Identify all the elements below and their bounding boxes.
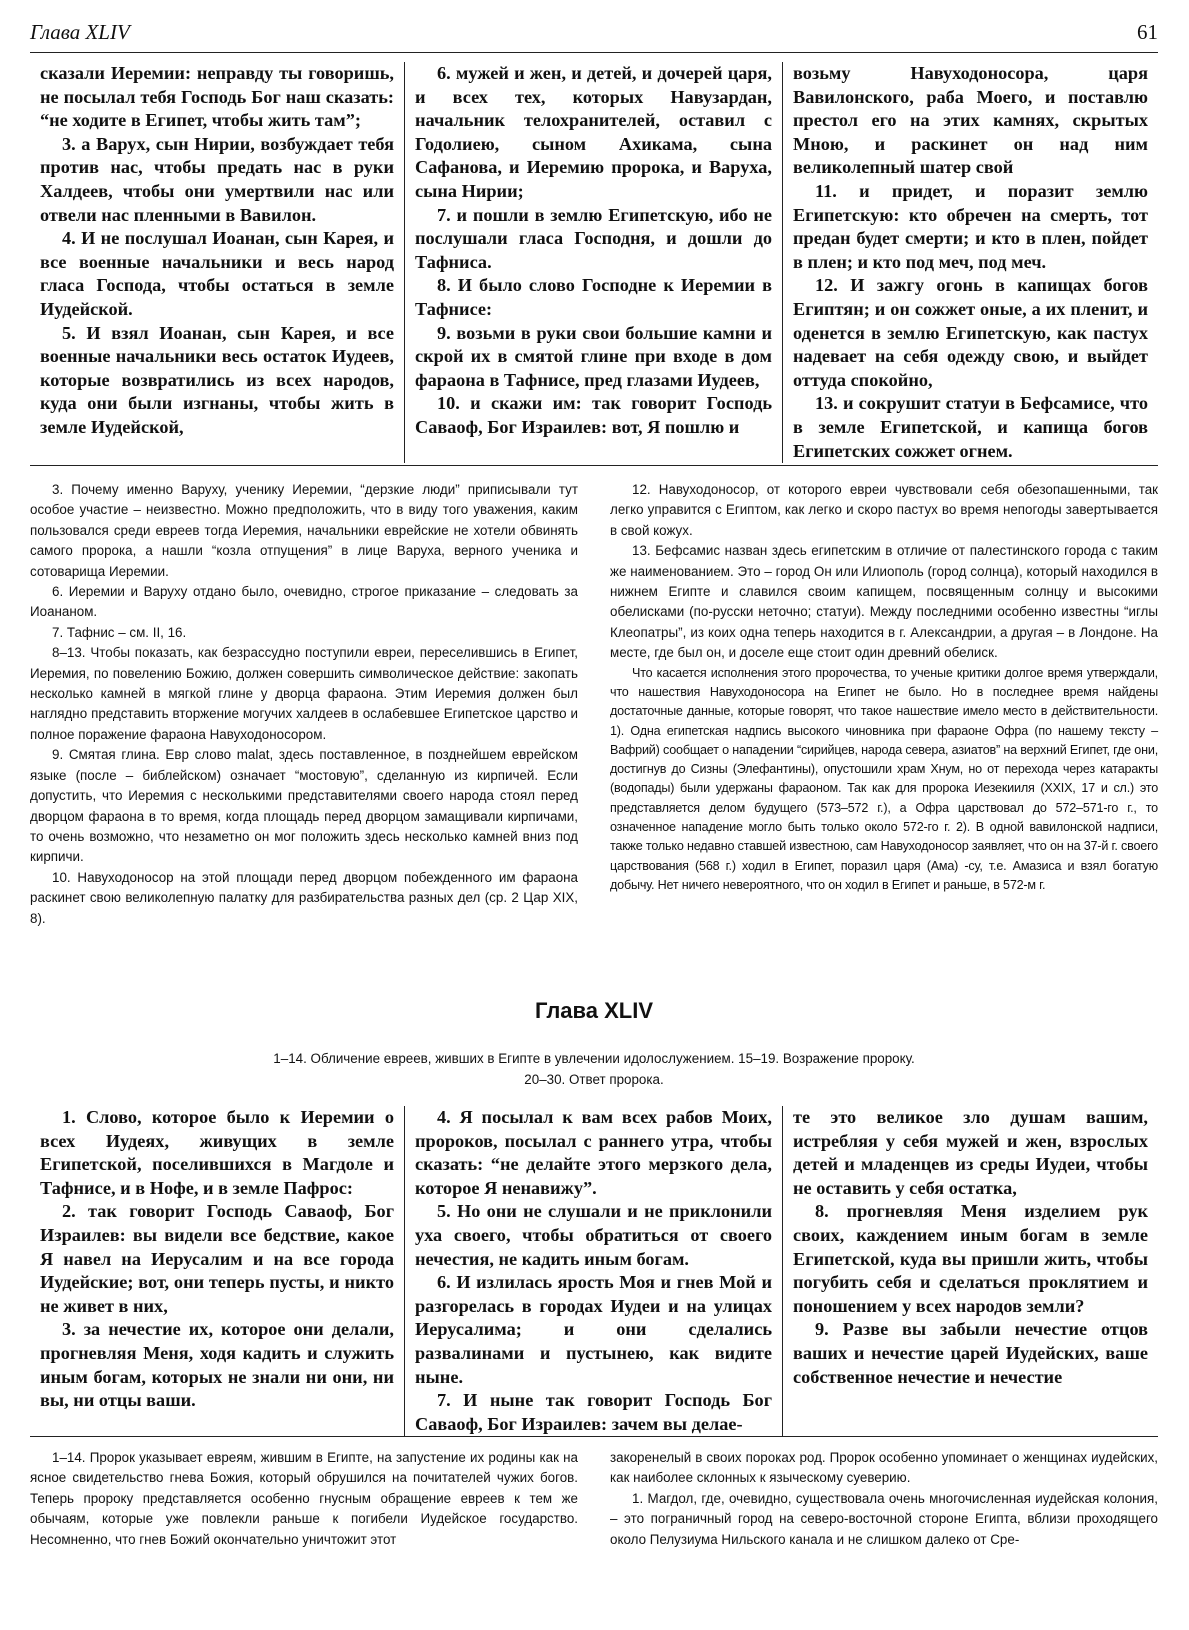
verse-paragraph: 2. так говорит Господь Саваоф, Бог Израилев: вы видели все бедствие, какое Я навел на Иерусалим и на все города Иудейские; вот, они теперь пусты, и никто не живет в них, [40,1201,394,1316]
verse-paragraph: 4. И не послушал Иоанан, сын Карея, и все военные начальники и весь народ гласа Господа, чтобы остаться в земле Иудейской. [40,228,394,319]
commentary-paragraph: 3. Почему именно Варуху, ученику Иеремии, “дерзкие люди” приписывали тут особое участие – неизвестно. Можно предположить, что в виду того уважения, каким пользовался среди евреев тогда Иеремия, начальники еврейские не хотели обвинять самого пророка, а нашли “козла отпущения” в лице Варуха, верного ученика и сотоварища Иеремии. [30,482,578,579]
commentary-paragraph: 10. Навуходоносор на этой площади перед дворцом побежденного им фараона раскинет свою великолепную палатку для разбирательства разных дел (ср. 2 Цар XIX, 8). [30,869,578,926]
scripture-column-3 [782,1106,1158,1436]
verse-paragraph: 1. Слово, которое было к Иеремии о всех Иудеях, живущих в земле Египетской, поселившихся в Магдоле и Тафнисе, и в Нофе, и в земле Пафрос: [40,1107,394,1198]
verse-paragraph: 8. прогневляя Меня изделием рук своих, каждением иным богам в земле Египетской, куда вы пришли жить, чтобы погубить себя и сделаться проклятием и поношением у всех народов земли? [793,1201,1148,1316]
verse-paragraph: 8. И было слово Господне к Иеремии в Тафнисе: [415,275,772,319]
verse-paragraph: 7. И ныне так говорит Господь Бог Саваоф, Бог Израилев: зачем вы делае- [415,1390,772,1434]
scripture-column-1 [30,62,404,463]
commentary-column-right [594,480,1158,929]
commentary-paragraph: 6. Иеремии и Варуху отдано было, очевидно, строгое приказание – следовать за Иоананом. [30,584,578,620]
verse-paragraph: 10. и скажи им: так говорит Господь Саваоф, Бог Израилев: вот, Я пошлю и [415,393,772,437]
page-number: 61 [1137,20,1158,44]
scripture-column-3 [782,62,1158,463]
verse-paragraph: 12. И зажгу огонь в капищах богов Египтян; и он сожжет оные, а их пленит, и оденется в землю Египетскую, как пастух надевает на себя одежду свою, и выйдет оттуда спокойно, [793,275,1148,390]
verse-paragraph: 6. мужей и жен, и детей, и дочерей царя, и всех тех, которых Навузардан, начальник телохранителей, оставил с Годолиею, сыном Ахикама, сына Сафанова, и Иеремию пророка, и Варуха, сына Нирии; [415,63,772,201]
chapter-heading: Глава XLIV [534,998,654,1023]
commentary-paragraph: 1. Магдол, где, очевидно, существовала очень многочисленная иудейская колония, – это пограничный город на северо-восточной стороне Египта, вблизи проходящего около Пелузиума Нильского канала и не слишком далеко от Сре- [610,1490,1158,1547]
commentary-column-left [30,480,594,929]
header-rule [30,52,1158,53]
verse-paragraph: 6. И излилась ярость Моя и гнев Мой и разгорелась в городах Иудеи и на улицах Иерусалима; и они сделались развалинами и пустынею, как видите ныне. [415,1272,772,1387]
commentary-paragraph: 7. Тафнис – см. II, 16. [52,624,187,640]
running-header [30,20,1158,50]
running-chapter-title: Глава XLIV [30,20,130,44]
commentary-columns-top [30,480,1158,929]
chapter-summary-line: 20–30. Ответ пророка. [524,1072,664,1087]
verse-paragraph: 3. за нечестие их, которое они делали, прогневляя Меня, ходя кадить и служить иным богам, которых не знали ни они, ни вы, ни отцы ваши. [40,1319,394,1411]
verse-paragraph: 13. и сокрушит статуи в Бефсамисе, что в земле Египетской, и капища богов Египетских сожжет огнем. [793,393,1148,461]
verse-paragraph: 9. Разве вы забыли нечестие отцов ваших и нечестие царей Иудейских, ваше собственное нечестие и нечестие [793,1319,1148,1387]
verse-paragraph: 5. Но они не слушали и не приклонили уха своего, чтобы обратиться от своего нечестия, не кадить иным богам. [415,1201,772,1269]
section-rule [30,1436,1158,1437]
commentary-paragraph: закоренелый в своих пороках род. Пророк особенно упоминает о женщинах иудейских, как наиболее склонных к языческому суеверию. [610,1450,1158,1486]
commentary-paragraph: 8–13. Чтобы показать, как безрассудно поступили евреи, переселившись в Египет, Иеремия, по повелению Божию, должен совершить символическое действие: закопать несколько камней в мягкой глине у дворца фараона. Этим Иеремия должен был наглядно представить вторжение могучих халдеев в ослабевшее Египетское царство и полное поражение фараона Навуходоносором. [30,645,578,742]
verse-paragraph: 7. и пошли в землю Египетскую, ибо не послушали гласа Господня, и дошли до Тафниса. [415,204,772,272]
commentary-column-left [30,1448,594,1550]
commentary-paragraph: 9. Смятая глина. Евр слово malat, здесь поставленное, в позднейшем еврейском языке (после – библейском) означает “мостовую”, сделанную из кирпичей. Если допустить, что Иеремия с несколькими представителями своего народа стоял перед дворцом фараона в то время, когда площадь перед дворцом замащивали кирпичами, то очень возможно, что незаметно он мог положить здесь несколько камней вниз под кирпичи. [30,747,578,865]
commentary-paragraph: 12. Навуходоносор, от которого евреи чувствовали себя обезопашенными, так легко управится с Египтом, как легко и скоро пастух во время непогоды завертывается в свой кожух. [610,482,1158,538]
verse-paragraph: 5. И взял Иоанан, сын Карея, и все военные начальники весь остаток Иудеев, которые возвратились из всех народов, куда они были изгнаны, чтобы жить в земле Иудейской, [40,322,394,437]
verse-paragraph: 9. возьми в руки свои большие камни и скрой их в смятой глине при входе в дом фараона в Тафнисе, пред глазами Иудеев, [415,322,772,390]
commentary-columns-bottom [30,1448,1158,1550]
scripture-columns-top [30,62,1158,463]
section-rule [30,465,1158,466]
verse-paragraph: 3. а Варух, сын Нирии, возбуждает тебя против нас, чтобы предать нас в руки Халдеев, чтобы они умертвили нас или отвели нас пленными в Вавилон. [40,133,394,225]
scripture-column-2 [404,1106,782,1436]
chapter-summary [30,1048,1158,1090]
verse-paragraph: сказали Иеремии: неправду ты говоришь, не посылал тебя Господь Бог наш сказать: “не ходите в Египет, чтобы жить там”; [40,63,394,131]
scripture-column-1 [30,1106,404,1436]
commentary-paragraph: 13. Бефсамис назван здесь египетским в отличие от палестинского города с таким же наименованием. Это – город Он или Илиополь (город солнца), который находился в нижнем Египте и славился своим капищем, посвященным солнцу и высокими обелисками (по-русски неточно; статуи). Между последними особенно известны “иглы Клеопатры”, из коих одна теперь находится в г. Александрии, а другая – в Лондоне. На месте, где был он, и доселе еще стоит один древний обелиск. [610,543,1158,661]
commentary-paragraph: 1–14. Пророк указывает евреям, жившим в Египте, на запустение их родины как на ясное свидетельство гнева Божия, который обрушился на почитателей чужих богов. Теперь пророку представляется особенно гнусным обращение евреев к тем же обычаям, которые уже повлекли раньше к погибели Иудейское государство. Несомненно, что гнев Божий окончательно уничтожит этот [30,1450,578,1547]
chapter-summary-line: 1–14. Обличение евреев, живших в Египте в увлечении идолослужением. 15–19. Возражение пророку. [273,1051,915,1066]
commentary-column-right [594,1448,1158,1550]
commentary-paragraph: Что касается исполнения этого пророчества, то ученые критики долгое время утверждали, что нашествия Навуходоносора на Египет не было. Но в последнее время найдены достаточные данные, которые говорят, что такое нашествие имело место в действительности. 1). Одна египетская надпись высокого чиновника при фараоне Офра (по нашему тексту – Вафрий) сообщает о нападении “сирийцев, народа севера, азиатов” на верхний Египет, где они, достигнув до Сизны (Элефантины), опустошили храм Хнум, но от перехода через катаракты (водопады) были удержаны фараоном. Так как для пророка Иезекииля (XXIX, 17 и сл.) это представляется делом будущего (573–572 г.), а Офра царствовал до 572–571-го г., то означенное нападение могло быть только около 572-го г. 2). В одной вавилонской надписи, также только недавно ставшей известною, сам Навуходоносор заявляет, что он на 37-й г. своего царствования (568 г.) ходил в Египет, поразил царя (Ама) -су, т.е. Амазиса и взял богатую добычу. Нет ничего невероятного, что он ходил в Египет и раньше, в 572-м г. [610,665,1158,892]
verse-paragraph: 4. Я посылал к вам всех рабов Моих, пророков, посылал с раннего утра, чтобы сказать: “не делайте этого мерзкого дела, которое Я ненавижу”. [415,1107,772,1198]
verse-paragraph: возьму Навуходоносора, царя Вавилонского, раба Моего, и поставлю престол его на этих камнях, скрытых Мною, и раскинет он над ним великолепный шатер свой [793,63,1148,178]
verse-paragraph: те это великое зло душам вашим, истребляя у себя мужей и жен, взрослых детей и младенцев из среды Иудеи, чтобы не оставить у себя остатка, [793,1107,1148,1198]
scripture-columns-bottom [30,1106,1158,1436]
scripture-column-2 [404,62,782,463]
verse-paragraph: 11. и придет, и поразит землю Египетскую: кто обречен на смерть, тот предан будет смерти; и кто в плен, пойдет в плен; и кто под меч, под меч. [793,180,1148,272]
